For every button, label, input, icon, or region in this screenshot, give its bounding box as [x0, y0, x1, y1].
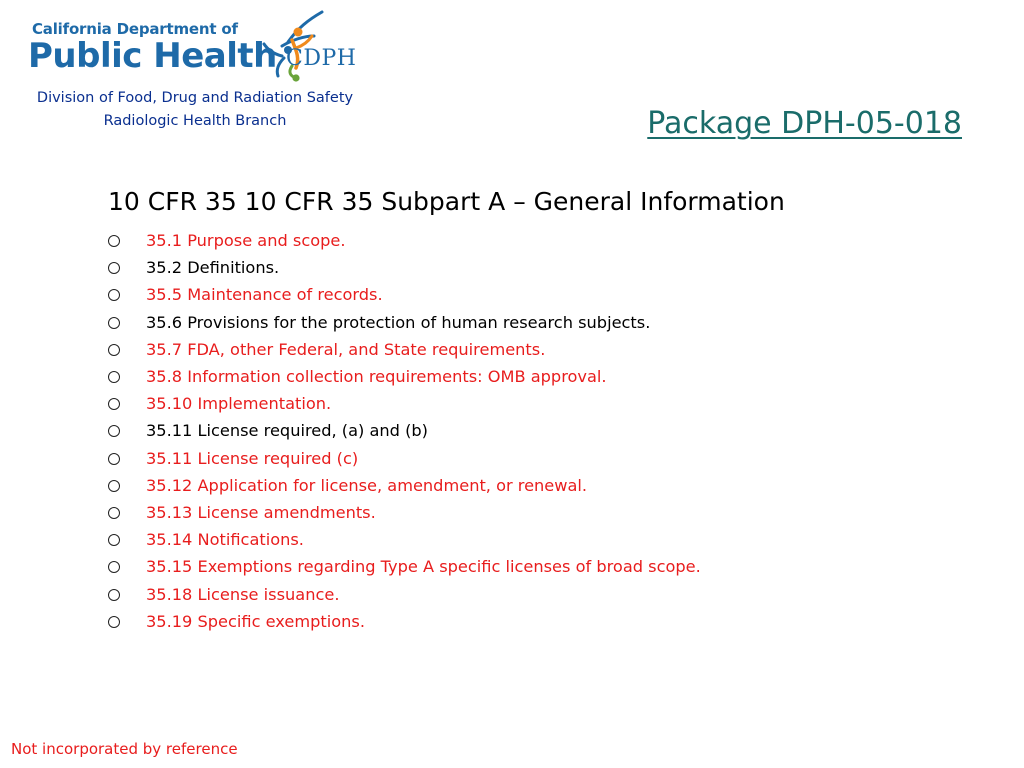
list-item-text: 35.5 Maintenance of records.: [146, 285, 383, 305]
hollow-circle-bullet-icon: [108, 262, 120, 274]
list-item: [108, 227, 701, 254]
package-id-link[interactable]: Package DPH-05-018: [647, 106, 962, 141]
cdph-logo: [28, 6, 358, 84]
hollow-circle-bullet-icon: [108, 371, 120, 383]
list-item: [108, 254, 701, 281]
section-title: 10 CFR 35 10 CFR 35 Subpart A – General Information: [108, 187, 785, 216]
list-item-text: 35.18 License issuance.: [146, 584, 340, 604]
list-item: [108, 363, 701, 390]
list-item: [108, 445, 701, 472]
hollow-circle-bullet-icon: [108, 425, 120, 437]
list-item: [108, 526, 701, 553]
hollow-circle-bullet-icon: [108, 398, 120, 410]
hollow-circle-bullet-icon: [108, 507, 120, 519]
hollow-circle-bullet-icon: [108, 289, 120, 301]
hollow-circle-bullet-icon: [108, 480, 120, 492]
list-item-text: 35.2 Definitions.: [146, 258, 280, 278]
list-item: [108, 309, 701, 336]
list-item: [108, 553, 701, 580]
hollow-circle-bullet-icon: [108, 561, 120, 573]
list-item: [108, 281, 701, 308]
list-item-text: 35.11 License required, (a) and (b): [146, 421, 428, 441]
hollow-circle-bullet-icon: [108, 453, 120, 465]
hollow-circle-bullet-icon: [108, 534, 120, 546]
list-item-text: 35.7 FDA, other Federal, and State requirements.: [146, 339, 546, 359]
division-heading: [0, 87, 390, 133]
regulation-list: [108, 227, 701, 635]
logo-top-text: California Department of: [32, 20, 238, 38]
footer-note: Not incorporated by reference: [11, 740, 238, 758]
list-item-text: 35.11 License required (c): [146, 448, 359, 468]
list-item: [108, 336, 701, 363]
logo-main-text: Public Health: [28, 36, 277, 76]
division-name: Division of Food, Drug and Radiation Safety: [36, 90, 354, 106]
list-item-text: 35.12 Application for license, amendment, or renewal.: [146, 475, 588, 495]
list-item: [108, 472, 701, 499]
list-item: [108, 608, 701, 635]
list-item-text: 35.14 Notifications.: [146, 530, 304, 550]
list-item: [108, 499, 701, 526]
hollow-circle-bullet-icon: [108, 344, 120, 356]
list-item: [108, 390, 701, 417]
hollow-circle-bullet-icon: [108, 589, 120, 601]
list-item-text: 35.15 Exemptions regarding Type A specific licenses of broad scope.: [146, 557, 701, 577]
hollow-circle-bullet-icon: [108, 235, 120, 247]
branch-name: Radiologic Health Branch: [103, 113, 287, 129]
list-item-text: 35.6 Provisions for the protection of human research subjects.: [146, 312, 651, 332]
list-item-text: 35.1 Purpose and scope.: [146, 231, 346, 251]
hollow-circle-bullet-icon: [108, 317, 120, 329]
list-item: [108, 580, 701, 607]
hollow-circle-bullet-icon: [108, 616, 120, 628]
list-item-text: 35.13 License amendments.: [146, 502, 376, 522]
list-item-text: 35.10 Implementation.: [146, 394, 332, 414]
list-item: [108, 417, 701, 444]
logo-cdph-text: CDPH: [286, 46, 357, 71]
cdph-people-icon: [252, 6, 358, 84]
list-item-text: 35.19 Specific exemptions.: [146, 611, 365, 631]
list-item-text: 35.8 Information collection requirements: OMB approval.: [146, 367, 607, 387]
